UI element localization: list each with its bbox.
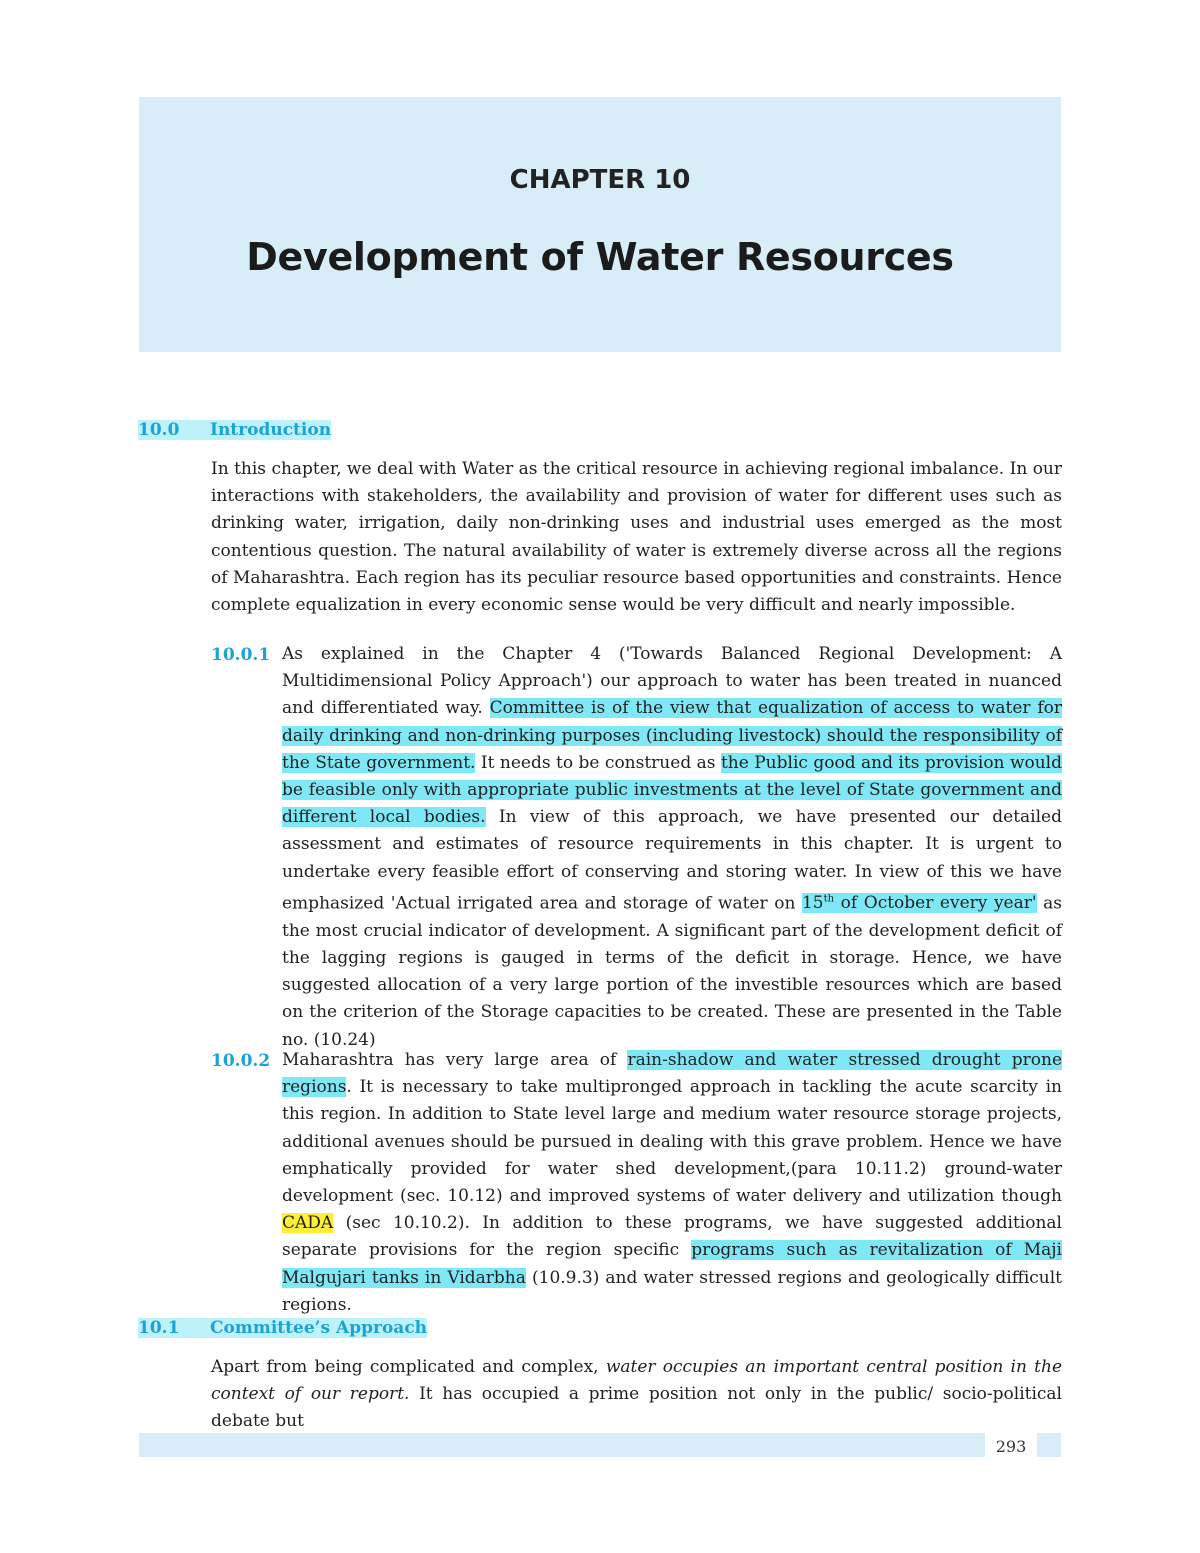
subsection-paragraph-10-0-2: Maharashtra has very large area of rain-shadow and water stressed drought prone regions. It is necessary to take multipronged approach in tackling the acute scarcity in this region. In addition to State level large and medium water resource storage projects, additional avenues should be pursued in dealing with this grave problem. Hence we have emphatically provided for water shed development,(para 10.11.2) ground-water development (sec. 10.12) and improved systems of water delivery and utilization though CADA (sec 10.10.2). In addition to these programs, we have suggested additional separate provisions for the region specific programs such as revitalization of Maji Malgujari tanks in Vidarbha (10.9.3) and water stressed regions and geologically difficult regions. — [282, 1050, 1063, 1315]
highlight: programs such as revitalization of Maji Malgujari tanks in Vidarbha — [282, 1240, 1062, 1288]
subsection-number-10-0-1: 10.0.1 — [211, 645, 271, 665]
highlight-yellow: CADA — [282, 1213, 334, 1234]
highlight: rain-shadow and water stressed drought prone regions — [282, 1050, 1063, 1098]
section-label: Introduction — [210, 420, 332, 440]
section-number: 10.0 — [138, 420, 210, 440]
highlight: the Public good and its provision would be feasible only with appropriate public investments at the level of State government and different local bodies. — [282, 752, 1063, 828]
subsection-number-10-0-2: 10.0.2 — [211, 1051, 271, 1071]
highlight: 15th — [801, 893, 835, 914]
chapter-title: Development of Water Resources — [246, 235, 954, 279]
approach-paragraph: Apart from being complicated and complex, water occupies an important central position in the context of our report. It has occupied a prime position not only in the public/ socio-political debate but — [211, 1357, 1063, 1432]
page-number: 293 — [985, 1433, 1037, 1461]
section-heading-intro — [138, 420, 331, 440]
footer-bar — [139, 1433, 1061, 1457]
section-heading-approach — [138, 1318, 427, 1338]
section-number: 10.1 — [138, 1318, 210, 1338]
chapter-banner — [139, 97, 1061, 352]
section-label: Committee’s Approach — [210, 1318, 428, 1338]
highlight: of October every year' — [834, 893, 1037, 914]
chapter-label: CHAPTER 10 — [509, 165, 691, 195]
highlight: Committee is of the view that equalization of access to water for daily drinking and non-drinking purposes (including livestock) should the responsibility of the State government. — [282, 698, 1062, 773]
intro-paragraph: In this chapter, we deal with Water as the critical resource in achieving regional imbalance. In our interactions with stakeholders, the availability and provision of water for different uses such as drinking water, irrigation, daily non-drinking uses and industrial uses emerged as the most contentious question. The natural availability of water is extremely diverse across all the regions of Maharashtra. Each region has its peculiar resource based opportunities and constraints. Hence complete equalization in every economic sense would be very difficult and nearly impossible. — [211, 459, 1062, 616]
subsection-paragraph-10-0-1: As explained in the Chapter 4 ('Towards Balanced Regional Development: A Multidimensional Policy Approach') our approach to water has been treated in nuanced and differentiated way. Committee is of the view that equalization of access to water for daily drinking and non-drinking purposes (including livestock) should the responsibility of the State government. It needs to be construed as the Public good and its provision would be feasible only with appropriate public investments at the level of State government and different local bodies. In view of this approach, we have presented our detailed assessment and estimates of resource requirements in this chapter. It is urgent to undertake every feasible effort of conserving and storing water. In view of this we have emphasized 'Actual irrigated area and storage of water on 15th of October every year' as the most crucial indicator of development. A significant part of the development deficit of the lagging regions is gauged in terms of the deficit in storage. Hence, we have suggested allocation of a very large portion of the investible resources which are based on the criterion of the Storage capacities to be created. These are presented in the Table no. (10.24) — [282, 644, 1063, 1050]
